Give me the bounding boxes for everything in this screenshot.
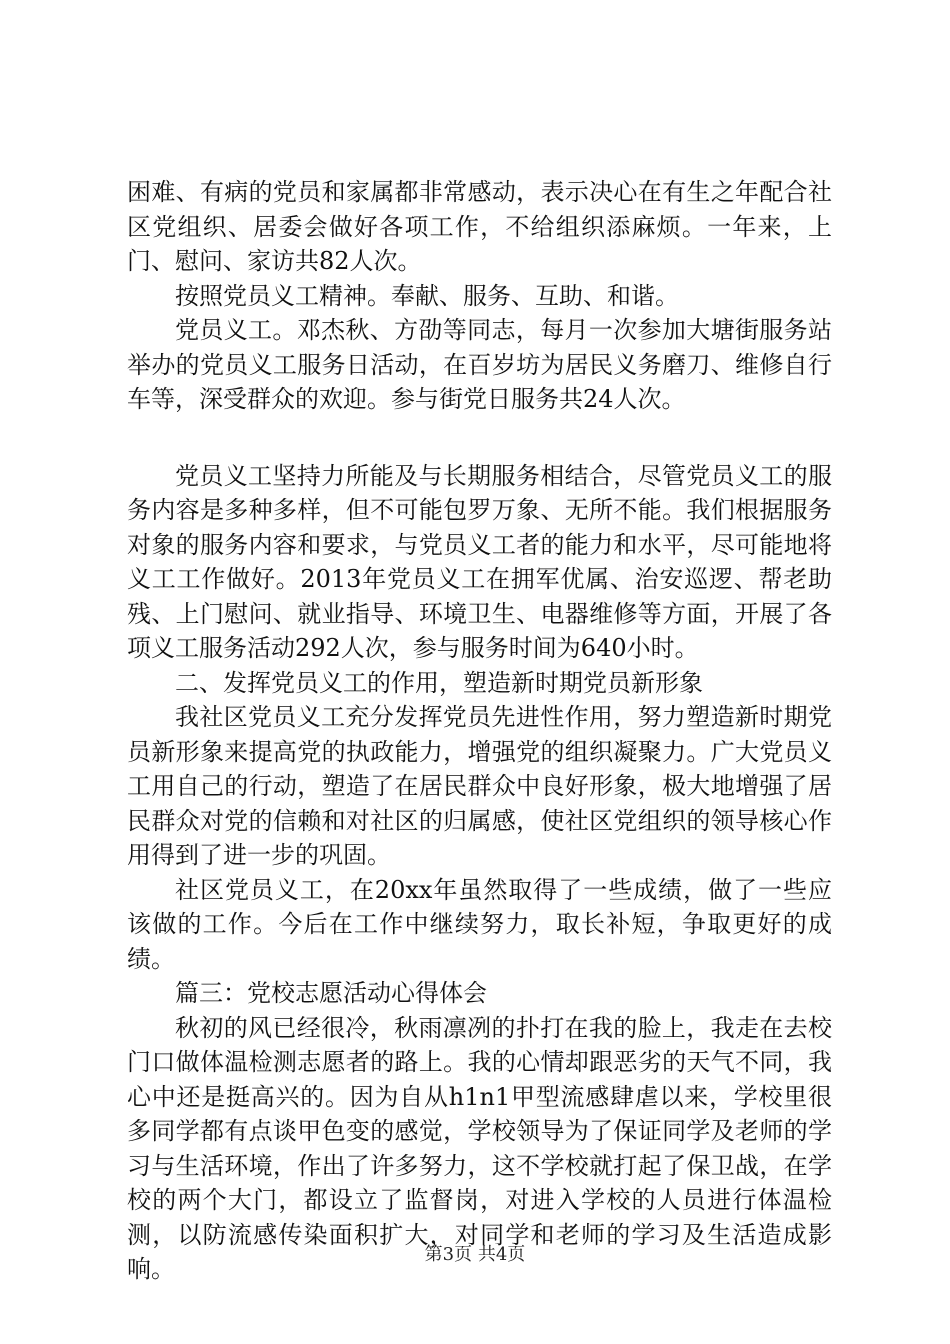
- paragraph-gap: [127, 417, 832, 459]
- paragraph-experience: 秋初的风已经很冷，秋雨凛冽的扑打在我的脸上，我走在去校门口做体温检测志愿者的路上。我的心情却跟恶劣的天气不同，我心中还是挺高兴的。因为自从h1n1甲型流感肆虐以来，学校里很多同学都有点谈甲色变的感觉，学校领导为了保证同学及老师的学习与生活环境，作出了许多努力，这不学校就打起了保卫战，在学校的两个大门，都设立了监督岗，对进入学校的人员进行体温检测，以防流感传染面积扩大，对同学和老师的学习及生活造成影响。: [127, 1013, 832, 1283]
- paragraph-volunteers: 党员义工。邓杰秋、方劭等同志，每月一次参加大塘街服务站举办的党员义工服务日活动，在百岁坊为居民义务磨刀、维修自行车等，深受群众的欢迎。参与街党日服务共24人次。: [127, 316, 832, 413]
- page-footer: 第3页 共4页: [424, 1244, 526, 1265]
- body-text: [127, 175, 832, 1287]
- paragraph-continuation: 困难、有病的党员和家属都非常感动，表示决心在有生之年配合社区党组织、居委会做好各项工作，不给组织添麻烦。一年来，上门、慰问、家访共82人次。: [127, 178, 832, 275]
- paragraph-summary: 社区党员义工，在20xx年虽然取得了一些成绩，做了一些应该做的工作。今后在工作中继续努力，取长补短，争取更好的成绩。: [127, 875, 832, 973]
- paragraph-role: 我社区党员义工充分发挥党员先进性作用，努力塑造新时期党员新形象来提高党的执政能力，增强党的组织凝聚力。广大党员义工用自己的行动，塑造了在居民群众中良好形象，极大地增强了居民群众对党的信赖和对社区的归属感，使社区党组织的领导核心作用得到了进一步的巩固。: [127, 703, 832, 869]
- section-heading-two: 二、发挥党员义工的作用，塑造新时期党员新形象: [175, 668, 703, 697]
- section-heading-three: 篇三：党校志愿活动心得体会: [175, 979, 487, 1007]
- paragraph-spirit: 按照党员义工精神。奉献、服务、互助、和谐。: [175, 281, 679, 310]
- paragraph-service: 党员义工坚持力所能及与长期服务相结合，尽管党员义工的服务内容是多种多样，但不可能包罗万象、无所不能。我们根据服务对象的服务内容和要求，与党员义工者的能力和水平，尽可能地将义工工作做好。2013年党员义工在拥军优属、治安巡逻、帮老助残、上门慰问、就业指导、环境卫生、电器维修等方面，开展了各项义工服务活动292人次，参与服务时间为640小时。: [127, 461, 832, 662]
